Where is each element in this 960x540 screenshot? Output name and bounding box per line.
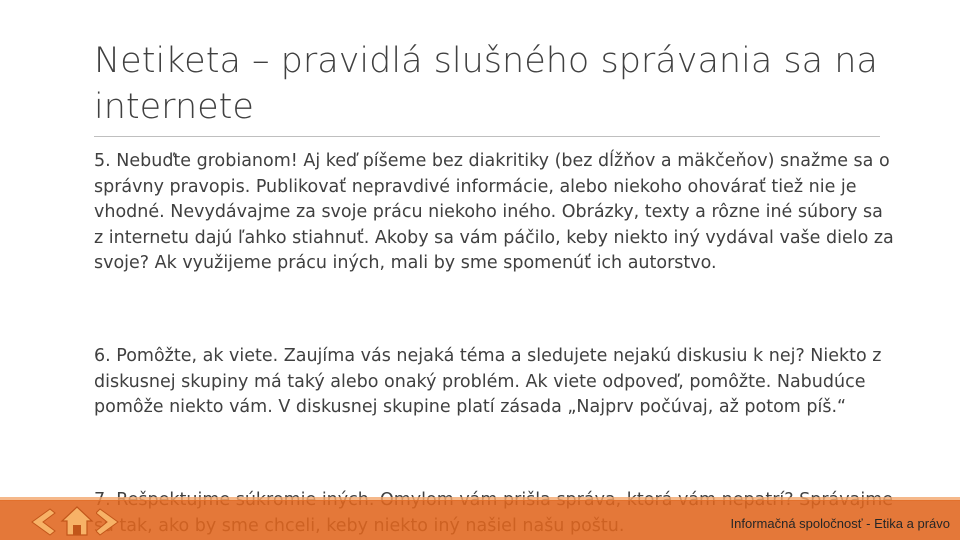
paragraph-rule-5: 5. Nebuďte grobianom! Aj keď píšeme bez diakritiky (bez dĺžňov a mäkčeňov) snažme sa o správny pravopis. Publikovať nepravdivé informácie, alebo niekoho ohovárať tiež nie je vhodné. Nevydávajme za svoje prácu niekoho iného. Obrázky, texty a rôzne iné súbory sa z internetu dajú ľahko stiahnuť. Akoby sa vám páčilo, keby niekto iný vydával vaše dielo za svoje? Ak využijeme prácu iných, mali by sme spomenúť ich autorstvo. (94, 151, 894, 273)
title-divider (94, 136, 880, 137)
home-button[interactable] (60, 504, 94, 538)
home-icon (60, 504, 94, 538)
back-button[interactable] (28, 506, 60, 538)
slide-title: Netiketa – pravidlá slušného správania sa na internete (94, 41, 878, 127)
footer-caption: Informačná spoločnosť - Etika a právo (730, 516, 950, 531)
chevron-right-icon (96, 506, 120, 538)
chevron-left-icon (28, 506, 60, 538)
next-button[interactable] (96, 506, 120, 538)
paragraph-rule-6: 6. Pomôžte, ak viete. Zaujíma vás nejaká téma a sledujete nejakú diskusiu k nej? Niekto z diskusnej skupiny má taký alebo onaký problém. Ak viete odpoveď, pomôžte. Nabudúce pomôže niekto vám. V diskusnej skupine platí zásada „Najprv počúvaj, až potom píš.“ (94, 346, 882, 417)
